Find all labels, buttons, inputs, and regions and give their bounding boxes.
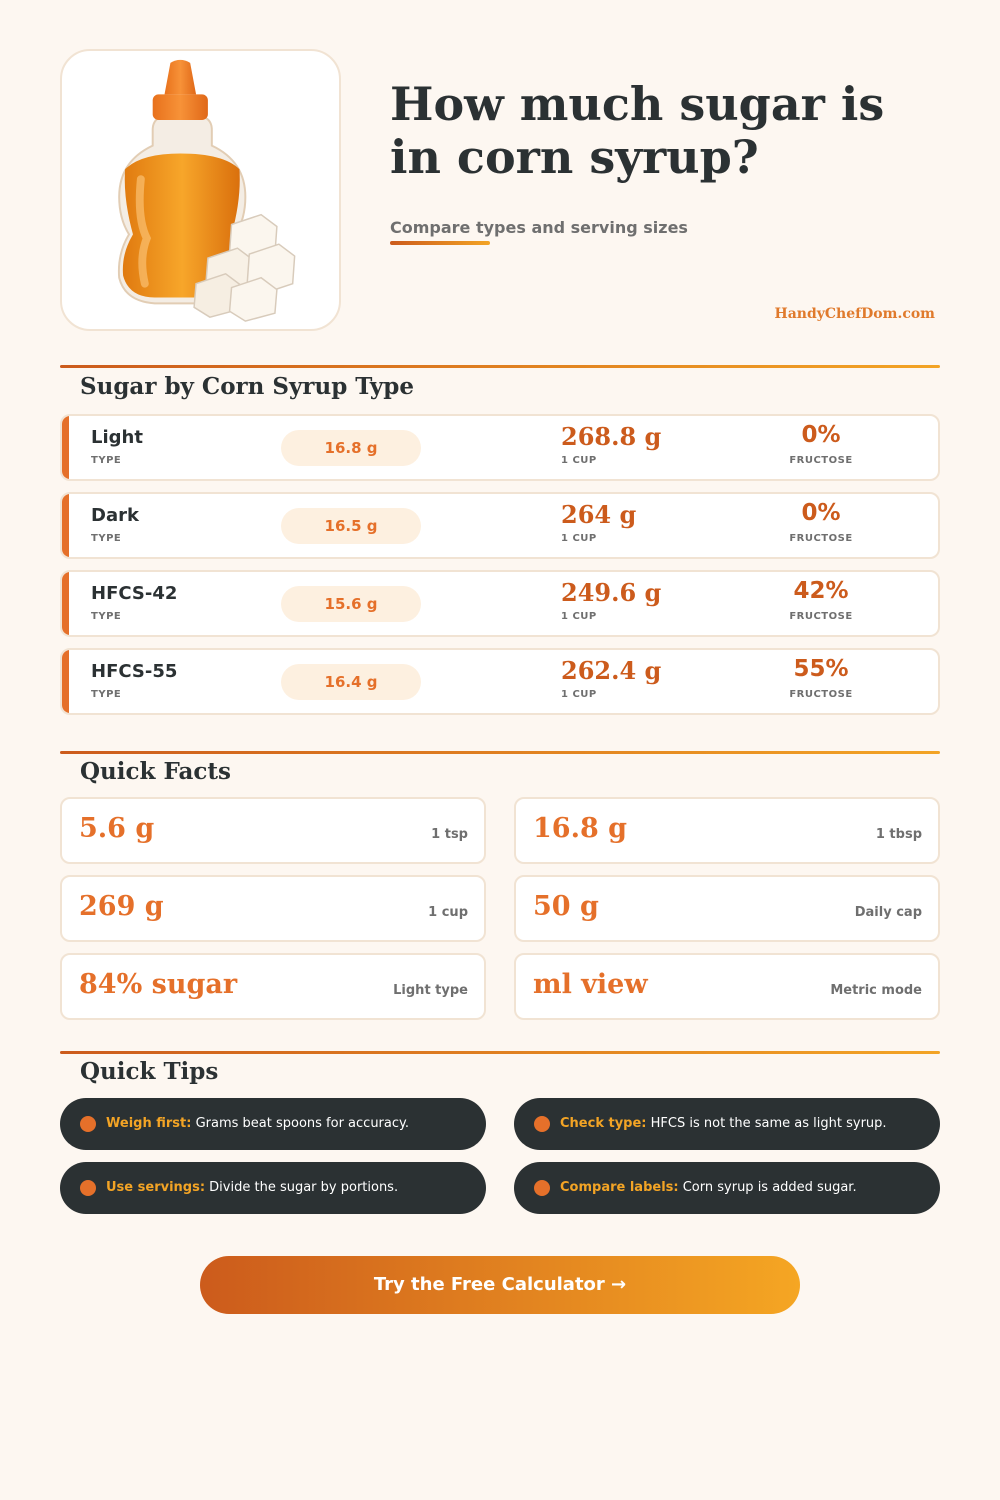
types-section-title: Sugar by Corn Syrup Type [80,373,414,400]
cup-value: 264 g [561,500,637,529]
tbsp-value-pill: 15.6 g [281,586,421,622]
type-name: HFCS-55 [91,661,178,682]
fructose-label: FRUCTOSE [789,455,853,466]
fact-card [60,797,486,864]
tip-item [60,1098,486,1150]
cup-value: 249.6 g [561,578,662,607]
fructose-label: FRUCTOSE [789,533,853,544]
fact-value: 50 g [533,891,599,922]
cup-value: 268.8 g [561,422,662,451]
type-label: TYPE [91,689,122,700]
type-name: Light [91,427,143,448]
type-label: TYPE [91,533,122,544]
bullet-dot-icon [534,1116,550,1132]
section-divider [60,1051,940,1054]
hero-image-card [60,49,341,331]
type-row-hfcs-42 [60,570,940,637]
corn-syrup-bottle-icon [62,51,339,329]
tip-item [514,1098,940,1150]
fact-card [514,953,940,1020]
fact-card [514,875,940,942]
fact-card [60,875,486,942]
tips-section-title: Quick Tips [80,1058,219,1085]
type-label: TYPE [91,611,122,622]
fructose-label: FRUCTOSE [789,611,853,622]
tip-lead: Compare labels: [560,1180,679,1195]
tip-text: HFCS is not the same as light syrup. [650,1116,887,1131]
fact-card [60,953,486,1020]
fact-value: 84% sugar [79,969,238,1000]
fact-card [514,797,940,864]
section-divider [60,365,940,368]
fructose-value: 55% [793,656,849,682]
cup-label: 1 CUP [561,689,597,700]
section-divider [60,751,940,754]
fact-label: 1 tbsp [875,827,922,842]
fructose-label: FRUCTOSE [789,689,853,700]
tip-lead: Use servings: [106,1180,206,1195]
bullet-dot-icon [534,1180,550,1196]
row-accent [62,572,69,635]
fact-label: Daily cap [854,905,922,920]
tip-lead: Check type: [560,1116,647,1131]
cup-label: 1 CUP [561,611,597,622]
tbsp-value-pill: 16.5 g [281,508,421,544]
subtitle-underline [390,241,490,245]
fact-label: 1 tsp [431,827,468,842]
fact-label: Light type [393,983,468,998]
cup-value: 262.4 g [561,656,662,685]
tip-text: Divide the sugar by portions. [209,1180,399,1195]
row-accent [62,650,69,713]
bullet-dot-icon [80,1116,96,1132]
tbsp-value-pill: 16.8 g [281,430,421,466]
row-accent [62,416,69,479]
tip-text: Corn syrup is added sugar. [682,1180,857,1195]
tip-item [514,1162,940,1214]
type-row-dark [60,492,940,559]
fructose-value: 0% [801,500,841,526]
bullet-dot-icon [80,1180,96,1196]
fact-value: ml view [533,969,648,1000]
page-subtitle: Compare types and serving sizes [390,218,688,237]
tip-text: Grams beat spoons for accuracy. [195,1116,409,1131]
type-name: Dark [91,505,139,526]
try-calculator-button[interactable]: Try the Free Calculator → [200,1256,800,1314]
fact-value: 16.8 g [533,813,628,844]
tip-lead: Weigh first: [106,1116,192,1131]
brand-link[interactable]: HandyChefDom.com [774,306,935,322]
fact-value: 5.6 g [79,813,155,844]
fructose-value: 42% [793,578,849,604]
fact-value: 269 g [79,891,164,922]
fructose-value: 0% [801,422,841,448]
page-title: How much sugar is in corn syrup? [390,77,885,184]
type-row-hfcs-55 [60,648,940,715]
row-accent [62,494,69,557]
cup-label: 1 CUP [561,533,597,544]
tip-item [60,1162,486,1214]
fact-label: 1 cup [428,905,468,920]
type-name: HFCS-42 [91,583,178,604]
type-label: TYPE [91,455,122,466]
type-row-light [60,414,940,481]
fact-label: Metric mode [830,983,922,998]
tbsp-value-pill: 16.4 g [281,664,421,700]
facts-section-title: Quick Facts [80,758,231,785]
cup-label: 1 CUP [561,455,597,466]
